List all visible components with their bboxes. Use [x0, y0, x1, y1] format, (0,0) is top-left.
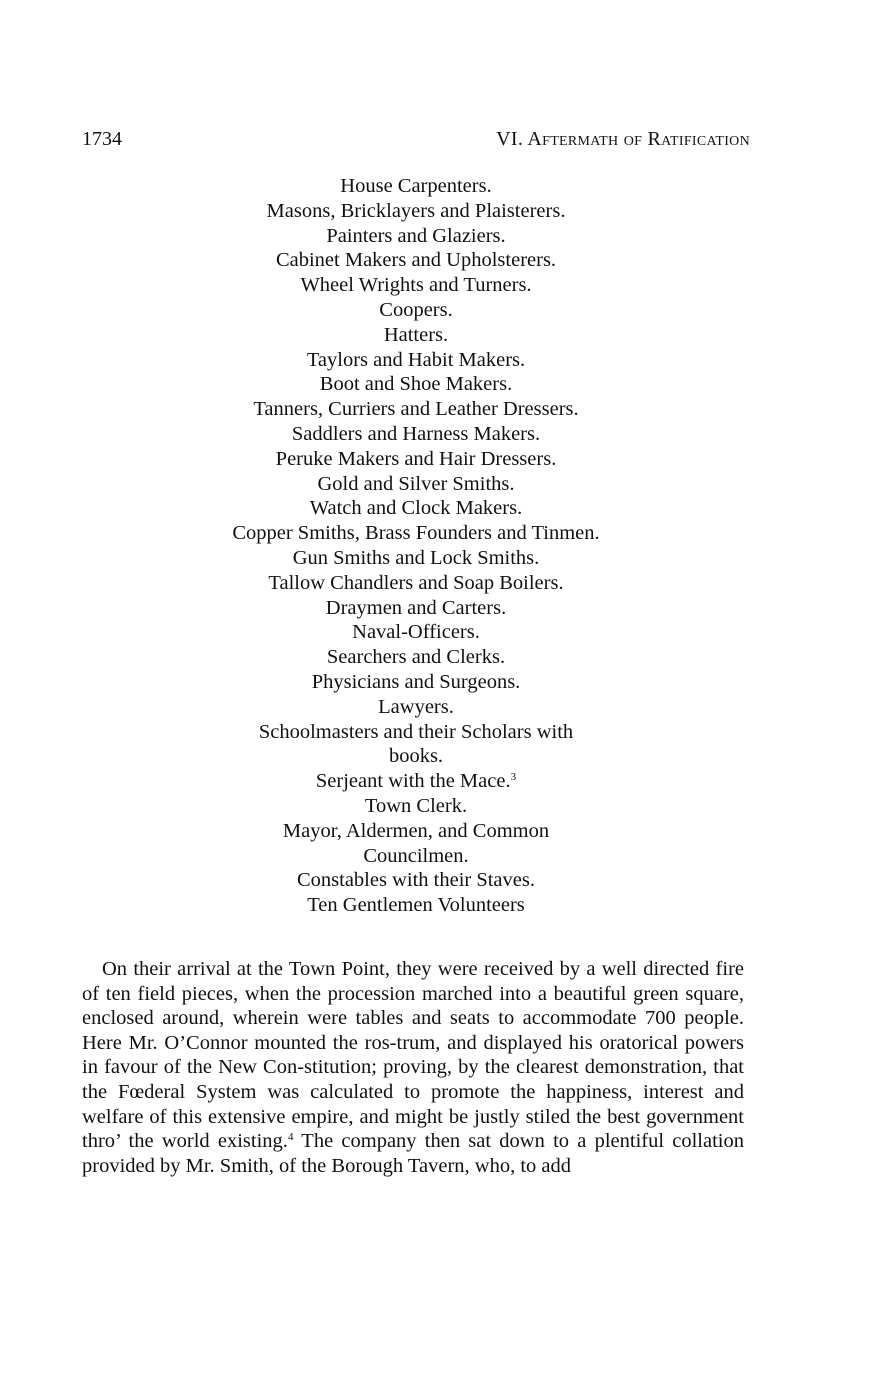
procession-item: Painters and Glaziers. — [326, 224, 506, 247]
procession-item: Naval-Officers. — [352, 621, 480, 644]
procession-item: Town Clerk. — [364, 794, 468, 817]
procession-item: House Carpenters. — [340, 175, 492, 197]
procession-item: Tanners, Curriers and Leather Dressers. — [253, 398, 579, 421]
procession-item: Copper Smiths, Brass Founders and Tinmen. — [232, 522, 600, 545]
page-header — [82, 128, 750, 151]
body-paragraph: On their arrival at the Town Point, they were received by a well directed fire of ten field pieces, when the procession marched into a beautiful green square, enclosed around, wherein were tables and seats to accommodate 700 people. Here Mr. O’Connor mounted the ros-trum, and displayed his oratorical powers in favour of the New Con-stitution; proving, by the clearest demonstration, that the Fœderal System was calculated to promote the happiness, interest and welfare of this extensive empire, and might be justly stiled the best government thro’ the world existing.$^4$ The company then sat down to a plentiful collation provided by Mr. Smith, of the Borough Tavern, who, to add — [82, 958, 744, 1177]
procession-item: Mayor, Aldermen, and Common Councilmen. — [282, 819, 550, 867]
procession-item: Schoolmasters and their Scholars with books. — [258, 720, 574, 768]
procession-item: Draymen and Carters. — [325, 596, 507, 619]
procession-item: Physicians and Surgeons. — [311, 670, 521, 693]
procession-item: Tallow Chandlers and Soap Boilers. — [268, 571, 564, 594]
procession-item: Cabinet Makers and Upholsterers. — [275, 249, 557, 272]
procession-item: Taylors and Habit Makers. — [306, 348, 526, 371]
procession-item: Saddlers and Harness Makers. — [291, 422, 541, 445]
footnote-ref: 3 — [510, 771, 517, 784]
procession-item: Lawyers. — [378, 695, 454, 718]
running-title: VI. Aftermath of Ratification — [496, 128, 750, 150]
procession-item: Constables with their Staves. — [296, 869, 535, 892]
procession-item: Hatters. — [383, 323, 449, 346]
page-number: 1734 — [82, 128, 122, 150]
procession-item: Wheel Wrights and Turners. — [300, 274, 532, 297]
procession-item: Coopers. — [379, 298, 453, 321]
procession-item: Boot and Shoe Makers. — [319, 373, 513, 396]
procession-item: Masons, Bricklayers and Plaisterers. — [266, 199, 566, 222]
procession-item: Watch and Clock Makers. — [309, 497, 523, 520]
procession-item: Peruke Makers and Hair Dressers. — [275, 447, 557, 470]
procession-item: Searchers and Clerks. — [326, 646, 506, 669]
procession-item: Gold and Silver Smiths. — [317, 472, 515, 495]
procession-item: Ten Gentlemen Volunteers — [307, 894, 525, 917]
procession-item: Serjeant with the Mace.$^3$ — [315, 770, 517, 793]
footnote-ref: 4 — [287, 1131, 294, 1144]
procession-item: Gun Smiths and Lock Smiths. — [292, 546, 540, 569]
procession-list — [166, 174, 666, 918]
